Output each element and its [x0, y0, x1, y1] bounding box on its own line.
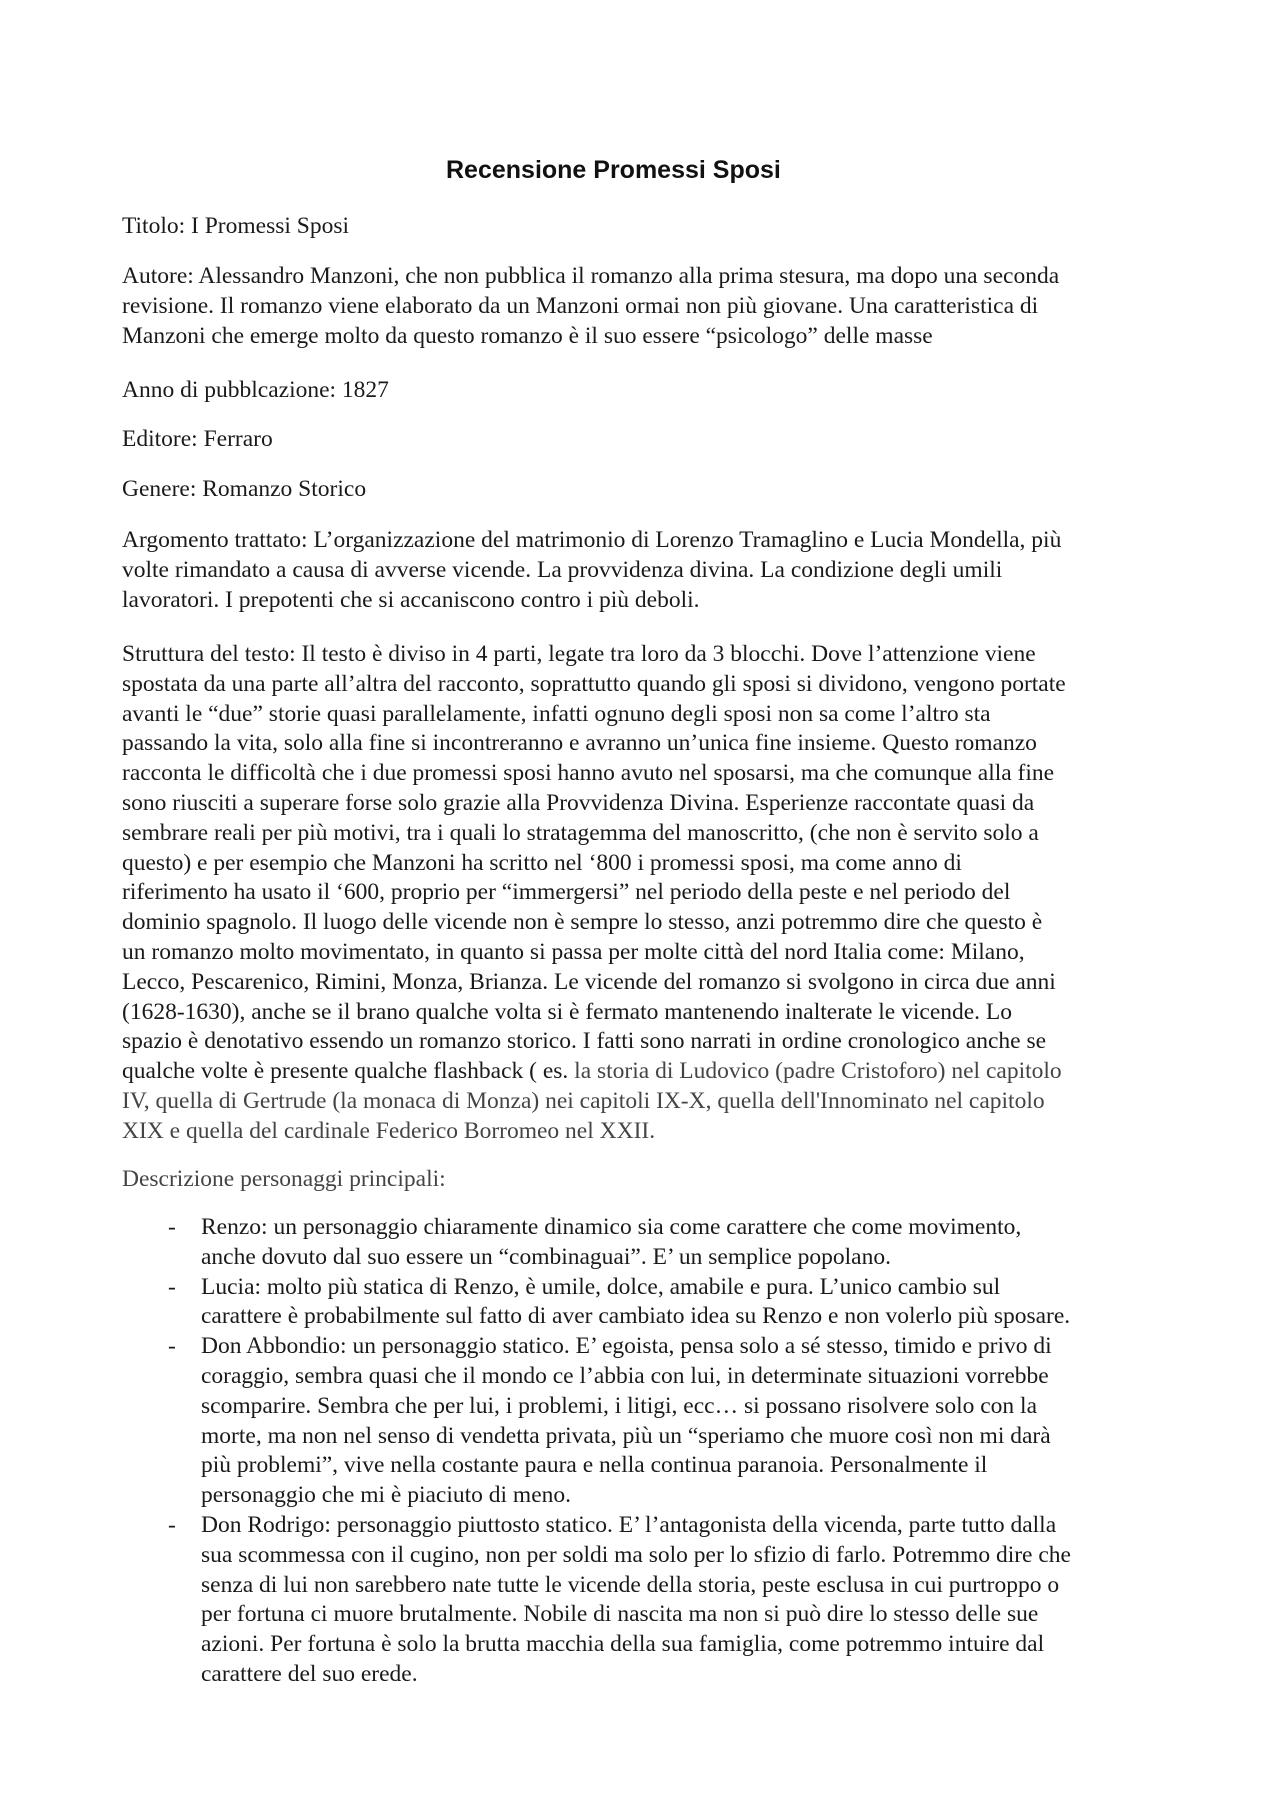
text-line: avanti le “due” storie quasi parallelamente, infatti ognuno degli sposi non sa come l’altro sta: [122, 700, 991, 727]
bullet-dash-icon: -: [168, 1333, 176, 1360]
text-line: riferimento ha usato il ‘600, proprio per “immergersi” nel periodo della peste e nel periodo del: [122, 879, 1011, 906]
text-line: Autore: Alessandro Manzoni, che non pubblica il romanzo alla prima stesura, ma dopo una seconda: [122, 263, 1060, 289]
text-line: per fortuna ci muore brutalmente. Nobile di nascita ma non si può dire lo stesso delle sue: [201, 1601, 1039, 1628]
text-line: revisione. Il romanzo viene elaborato da un Manzoni ormai non più giovane. Una caratteristica di: [122, 292, 1039, 319]
text-line: sono riusciti a superare forse solo grazie alla Provvidenza Divina. Esperienze raccontate quasi da: [122, 789, 1035, 816]
text-line: [122, 1057, 1066, 1087]
paragraph-autore: [122, 262, 1059, 351]
text-line: racconta le difficoltà che i due promessi sposi hanno avuto nel sposarsi, ma che comunque alla fine: [122, 760, 1055, 787]
quoted-text-segment: XIX e quella del cardinale Federico Borromeo nel XXII.: [122, 1117, 656, 1144]
text-line: Lecco, Pescarenico, Rimini, Monza, Brianza. Le vicende del romanzo si svolgono in circa due anni: [122, 968, 1056, 995]
bullet-dash-icon: -: [168, 1214, 176, 1240]
text-line: Don Abbondio: un personaggio statico. E’ egoista, pensa solo a sé stesso, timido e privo di: [201, 1333, 1052, 1360]
text-line: Lucia: molto più statica di Renzo, è umile, dolce, amabile e pura. L’unico cambio sul: [201, 1273, 1001, 1300]
paragraph-argomento: [122, 526, 1061, 615]
text-line: Manzoni che emerge molto da questo romanzo è il suo essere “psicologo” delle masse: [122, 322, 933, 349]
quoted-text-segment: la storia di Ludovico (padre Cristoforo) nel capitolo: [574, 1058, 1062, 1085]
paragraph-descrizione-heading: [122, 1165, 446, 1195]
paragraph-struttura: [122, 640, 1066, 1147]
text-line: spazio è denotativo essendo un romanzo storico. I fatti sono narrati in ordine cronologico anche se: [122, 1028, 1047, 1055]
text-line: dominio spagnolo. Il luogo delle vicende non è sempre lo stesso, anzi potremmo dire che questo è: [122, 909, 1043, 936]
text-line: senza di lui non sarebbero nate tutte le vicende della storia, peste esclusa in cui purtroppo o: [201, 1571, 1060, 1598]
text-line: questo) e per esempio che Manzoni ha scritto nel ‘800 i promessi sposi, ma come anno di: [122, 849, 962, 876]
text-line: sembrare reali per più motivi, tra i quali lo stratagemma del manoscritto, (che non è servito solo a: [122, 819, 1039, 846]
paragraph-titolo: [122, 212, 349, 242]
text-line: Don Rodrigo: personaggio piuttosto statico. E’ l’antagonista della vicenda, parte tutto dalla: [201, 1511, 1057, 1538]
text-line: sua scommessa con il cugino, non per soldi ma solo per lo sfizio di farlo. Potremmo dire che: [201, 1541, 1071, 1568]
text-line: Argomento trattato: L’organizzazione del matrimonio di Lorenzo Tramaglino e Lucia Mondella, più: [122, 527, 1062, 553]
character-list-item: [122, 1273, 1071, 1333]
character-list-item: [122, 1332, 1071, 1511]
text-line: Genere: Romanzo Storico: [122, 476, 367, 502]
bullet-dash-icon: -: [168, 1511, 176, 1538]
text-line: Struttura del testo: Il testo è diviso in 4 parti, legate tra loro da 3 blocchi. Dove l’attenzione viene: [122, 641, 1036, 667]
quoted-text-segment: IV, quella di Gertrude (la monaca di Monza) nei capitoli IX-X, quella dell'Innominato nel capitolo: [122, 1087, 1045, 1114]
text-line: carattere del suo erede.: [201, 1660, 418, 1687]
text-line: lavoratori. I prepotenti che si accaniscono contro i più deboli.: [122, 586, 700, 613]
text-line: coraggio, sembra quasi che il mondo ce l’abbia con lui, in determinate situazioni vorrebbe: [201, 1362, 1049, 1389]
paragraph-genere: [122, 475, 366, 505]
text-line: Anno di pubblcazione: 1827: [122, 377, 389, 403]
text-line: [122, 1117, 1066, 1147]
text-line: Editore: Ferraro: [122, 426, 273, 452]
bullet-dash-icon: -: [168, 1273, 176, 1300]
text-line: passando la vita, solo alla fine si incontreranno e avranno un’unica fine insieme. Questo romanzo: [122, 730, 1037, 757]
text-line: [122, 1087, 1066, 1117]
character-list-item: [122, 1213, 1071, 1273]
text-line: spostata da una parte all’altra del racconto, soprattutto quando gli sposi si dividono, vengono portate: [122, 670, 1066, 697]
text-line: scomparire. Sembra che per lui, i problemi, i litigi, ecc… si possano risolvere solo con la: [201, 1392, 1037, 1419]
paragraph-editore: [122, 425, 273, 455]
text-segment: qualche volte è presente qualche flashback ( es.: [122, 1058, 575, 1085]
character-list-item: [122, 1511, 1071, 1690]
text-line: azioni. Per fortuna è solo la brutta macchia della sua famiglia, come potremmo intuire dal: [201, 1631, 1045, 1658]
text-line: morte, ma non nel senso di vendetta privata, più un “speriamo che muore così non mi darà: [201, 1422, 1051, 1449]
text-line: carattere è probabilmente sul fatto di aver cambiato idea su Renzo e non volerlo più sposare.: [201, 1303, 1071, 1330]
text-line: Titolo: I Promessi Sposi: [122, 213, 350, 239]
character-list: [122, 1213, 1071, 1690]
text-line: Descrizione personaggi principali:: [122, 1166, 446, 1192]
paragraph-anno: [122, 376, 389, 406]
text-line: volte rimandato a causa di avverse vicende. La provvidenza divina. La condizione degli umili: [122, 556, 1003, 583]
document-title: Recensione Promessi Sposi: [446, 156, 781, 184]
text-line: Renzo: un personaggio chiaramente dinamico sia come carattere che come movimento,: [201, 1214, 1022, 1240]
text-line: anche dovuto dal suo essere un “combinaguai”. E’ un semplice popolano.: [201, 1243, 891, 1270]
text-line: più problemi”, vive nella costante paura e nella continua paranoia. Personalmente il: [201, 1452, 988, 1479]
text-line: personaggio che mi è piaciuto di meno.: [201, 1482, 572, 1509]
text-line: (1628-1630), anche se il brano qualche volta si è fermato mantenendo inalterate le vicende. Lo: [122, 998, 1013, 1025]
text-line: un romanzo molto movimentato, in quanto si passa per molte città del nord Italia come: Milano,: [122, 938, 1025, 965]
